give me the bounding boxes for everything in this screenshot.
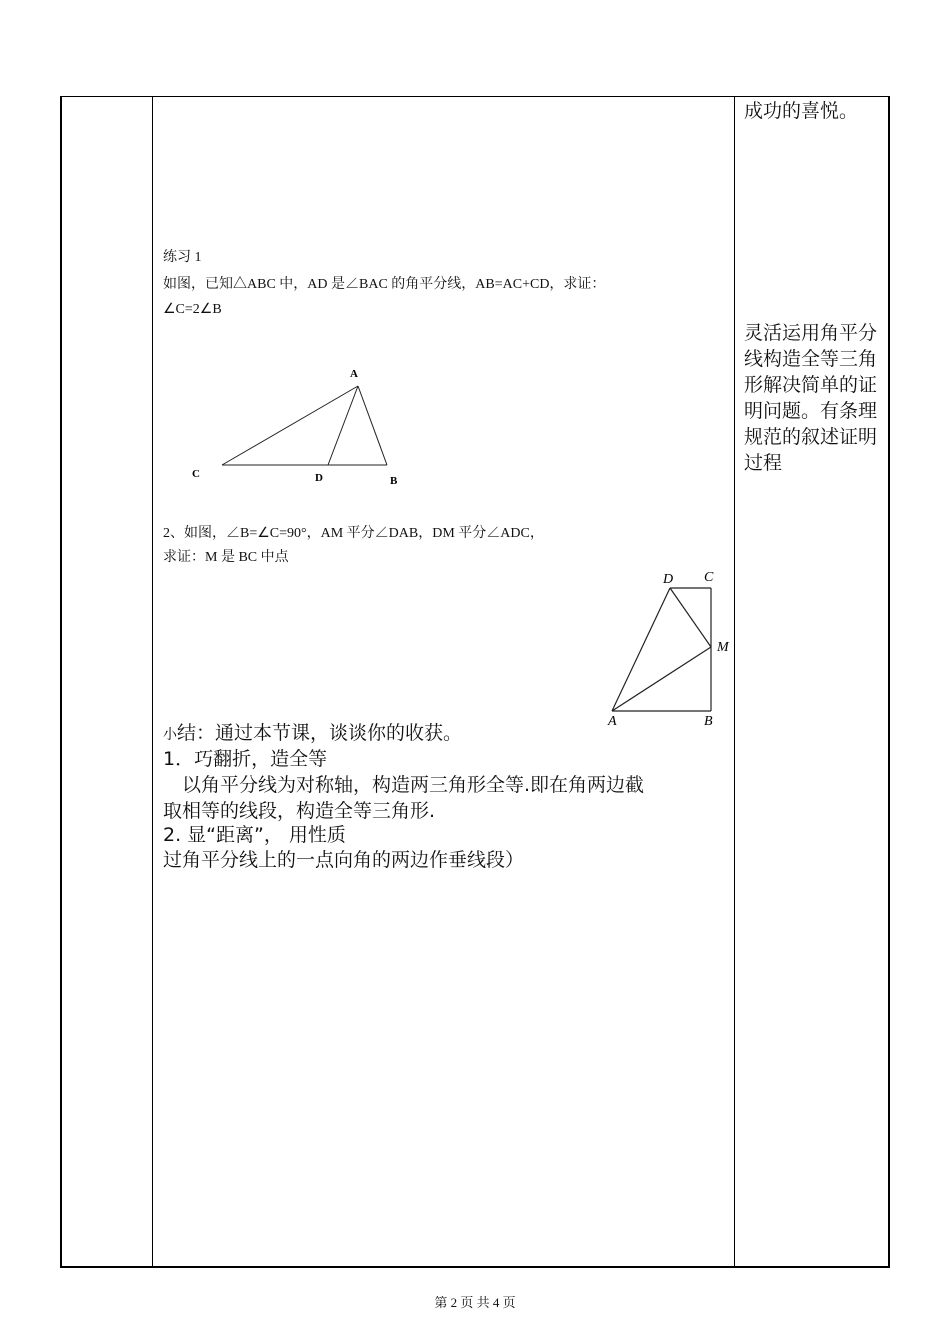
lesson-table (60, 96, 890, 1268)
label-B: B (704, 714, 713, 729)
segment-CA (222, 386, 358, 465)
label-A: A (350, 368, 358, 380)
page-footer: 第 2 页 共 4 页 (434, 1295, 516, 1310)
label-B: B (390, 475, 398, 487)
segment-AB (358, 386, 387, 465)
exercise2-line2: 求证：M 是 BC 中点 (163, 550, 289, 565)
label-D: D (663, 572, 674, 587)
label-C: C (704, 570, 714, 585)
label-D: D (315, 472, 323, 484)
summary-item1-title: 1．巧翻折，造全等 (163, 748, 328, 770)
segment-DM (670, 588, 711, 647)
objective-text: 灵活运用角平分线构造全等三角形解决简单的证明问题。有条理规范的叙述证明过程 (744, 322, 878, 474)
quadrilateral-figure-2 (600, 565, 740, 730)
segment-AD (328, 386, 358, 465)
triangle-figure-1 (180, 360, 440, 490)
right-column-top-text: 成功的喜悦。 (744, 100, 859, 122)
summary-heading-small: 小 (163, 727, 177, 743)
summary-item2-body: 过角平分线上的一点向角的两边作垂线段） (163, 849, 525, 871)
table-border-left (60, 96, 62, 1268)
exercise1-line1: 如图，已知△ABC 中，AD 是∠BAC 的角平分线，AB=AC+CD，求证： (163, 277, 606, 292)
table-border-top (60, 96, 890, 97)
summary-heading-rest: 结：通过本节课，谈谈你的收获。 (177, 722, 463, 744)
label-C: C (192, 468, 200, 480)
label-A: A (608, 714, 617, 729)
label-M: M (717, 640, 729, 655)
table-border-bottom (60, 1266, 890, 1268)
summary-item1-body-line1: 以角平分线为对称轴，构造两三角形全等.即在角两边截 (163, 774, 645, 796)
summary-heading (163, 720, 462, 748)
summary-item2-title: 2. 显“距离”， 用性质 (163, 824, 346, 846)
table-border-right (888, 96, 890, 1268)
exercise1-heading: 练习 1 (163, 250, 202, 265)
summary-item1-body-line2: 取相等的线段，构造全等三角形. (163, 800, 436, 822)
table-divider-1 (152, 96, 153, 1268)
exercise1-line2: ∠C=2∠B (163, 302, 222, 317)
exercise2-line1: 2、如图，∠B=∠C=90°，AM 平分∠DAB，DM 平分∠ADC， (163, 526, 544, 541)
